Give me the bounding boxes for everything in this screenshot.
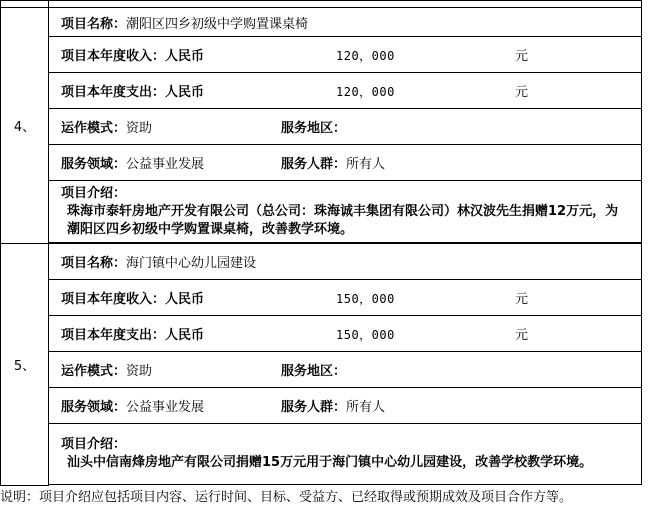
expense-amount: 120，000 (336, 85, 395, 99)
income-label: 项目本年度收入：人民币 (61, 49, 205, 64)
area-label: 服务地区： (281, 121, 347, 136)
field-row (1, 388, 642, 424)
income-cell (49, 37, 642, 73)
project-name-label: 项目名称： (61, 256, 127, 271)
people-value: 所有人 (346, 400, 386, 415)
income-cell (49, 280, 642, 316)
project-name-label: 项目名称： (61, 16, 127, 32)
table-top-row (1, 1, 642, 8)
income-unit: 元 (515, 292, 529, 307)
intro-label: 项目介绍： (61, 185, 127, 201)
field-label: 服务领域： (61, 400, 127, 415)
income-unit: 元 (515, 49, 529, 64)
project-index: 4、 (1, 8, 49, 244)
intro-row (1, 181, 642, 243)
expense-label: 项目本年度支出：人民币 (61, 85, 205, 100)
expense-label: 项目本年度支出：人民币 (61, 328, 205, 343)
intro-row (1, 424, 642, 485)
project-name-cell (49, 244, 642, 280)
intro-text: 汕头中信南烽房地产有限公司捐赠15万元用于海门镇中心幼儿园建设，改善学校教学环境。 (67, 455, 593, 470)
footnote: 说明：项目介绍应包括项目内容、运行时间、目标、受益方、已经取得或预期成效及项目合作方等。 (0, 490, 573, 505)
project-name-row (1, 244, 642, 280)
income-label: 项目本年度收入：人民币 (61, 292, 205, 307)
prev-index-cell (1, 1, 49, 8)
income-row (1, 37, 642, 73)
field-row (1, 145, 642, 181)
project-name-row (1, 8, 642, 37)
expense-unit: 元 (515, 85, 529, 100)
income-row (1, 280, 642, 316)
income-amount: 120，000 (336, 49, 395, 63)
project-index: 5、 (1, 244, 49, 486)
expense-unit: 元 (515, 328, 529, 343)
project-name-value: 海门镇中心幼儿园建设 (126, 256, 257, 271)
prev-content-cell (49, 1, 642, 8)
mode-cell (49, 352, 642, 388)
mode-label: 运作模式： (61, 364, 127, 379)
project-name-cell (49, 8, 642, 37)
people-value: 所有人 (346, 157, 386, 172)
mode-row (1, 109, 642, 145)
mode-row (1, 352, 642, 388)
expense-cell (49, 316, 642, 352)
expense-row (1, 73, 642, 109)
income-amount: 150，000 (336, 292, 395, 306)
mode-cell (49, 109, 642, 145)
people-label: 服务人群： (281, 400, 347, 415)
intro-text: 珠海市泰轩房地产开发有限公司（总公司：珠海诚丰集团有限公司）林汉波先生捐赠12万元，为潮阳区四乡初级中学购置课桌椅，改善教学环境。 (67, 203, 619, 237)
intro-cell (49, 181, 642, 243)
mode-value: 资助 (126, 364, 153, 379)
field-label: 服务领域： (61, 157, 127, 172)
area-label: 服务地区： (281, 364, 347, 379)
expense-cell (49, 73, 642, 109)
intro-label: 项目介绍： (61, 437, 127, 452)
field-cell (49, 145, 642, 181)
field-value: 公益事业发展 (126, 400, 205, 415)
spacer-cell (49, 485, 642, 486)
intro-cell (49, 424, 642, 485)
project-name-value: 潮阳区四乡初级中学购置课桌椅 (126, 16, 309, 32)
field-cell (49, 388, 642, 424)
mode-label: 运作模式： (61, 121, 127, 136)
spacer-row (1, 485, 642, 486)
mode-value: 资助 (126, 121, 153, 136)
expense-row (1, 316, 642, 352)
people-label: 服务人群： (281, 157, 347, 172)
field-value: 公益事业发展 (126, 157, 205, 172)
expense-amount: 150，000 (336, 328, 395, 342)
